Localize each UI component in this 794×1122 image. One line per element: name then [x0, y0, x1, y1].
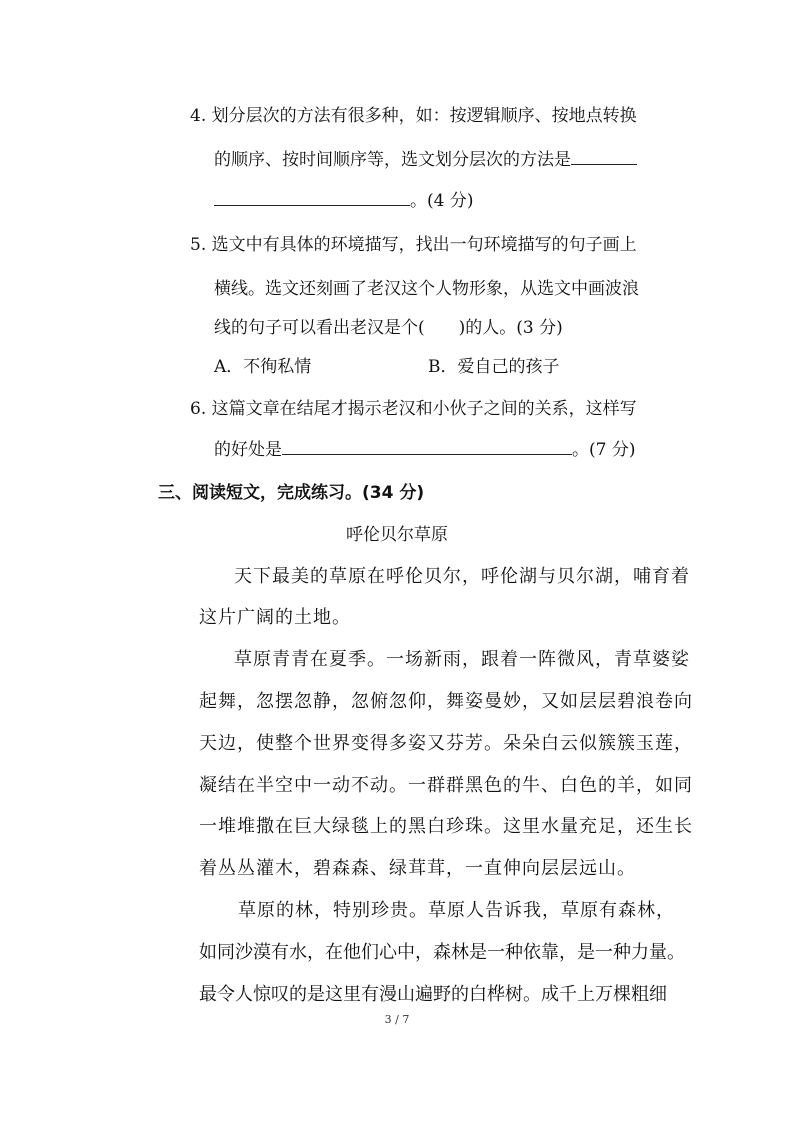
question-6-score: 。(7 分): [572, 440, 636, 460]
passage-line: 天边，使整个世界变得多姿又芬芳。朵朵白云似簇簇玉莲，: [199, 733, 693, 754]
question-4-line-1: 4. 划分层次的方法有很多种，如：按逻辑顺序、按地点转换: [190, 106, 637, 126]
question-4-line-2-text: 的顺序、按时间顺序等，选文划分层次的方法是: [214, 150, 571, 170]
passage-line: 草原的林，特别珍贵。草原人告诉我，草原有森林，: [238, 900, 675, 921]
passage-line: 如同沙漠有水，在他们心中，森林是一种依靠，是一种力量。: [199, 942, 685, 963]
answer-blank[interactable]: [571, 150, 637, 165]
option-b[interactable]: B．爱自己的孩子: [428, 357, 560, 377]
question-5-line-1: 5. 选文中有具体的环境描写，找出一句环境描写的句子画上: [190, 235, 637, 255]
passage-line: 天下最美的草原在呼伦贝尔，呼伦湖与贝尔湖，哺育着: [234, 566, 690, 587]
question-6-line-2: [214, 438, 635, 462]
passage-line: 一堆堆撒在巨大绿毯上的黑白珍珠。这里水量充足，还生长: [199, 816, 693, 837]
passage-line: 这片广阔的土地。: [199, 607, 351, 628]
passage-line: 着丛丛灌木，碧森森、绿茸茸，一直伸向层层远山。: [199, 858, 636, 879]
question-4-line-2: [214, 148, 637, 172]
question-5-line-2: 横线。选文还刻画了老汉这个人物形象，从选文中画波浪: [214, 279, 639, 299]
question-5-line-3: 线的句子可以看出老汉是个( )的人。(3 分): [214, 318, 563, 338]
passage-line: 起舞，忽摆忽静，忽俯忽仰，舞姿曼妙，又如层层碧浪卷向: [199, 691, 693, 712]
answer-blank[interactable]: [214, 191, 410, 206]
passage-title: 呼伦贝尔草原: [346, 525, 448, 545]
page-number: 3 / 7: [384, 1013, 410, 1026]
passage-line: 凝结在半空中一动不动。一群群黑色的牛、白色的羊，如同: [199, 775, 693, 796]
passage-line: 草原青青在夏季。一场新雨，跟着一阵微风，青草婆娑: [234, 649, 690, 670]
section-heading: 三、阅读短文，完成练习。(34 分): [158, 483, 425, 503]
question-6-line-2-head: 的好处是: [214, 440, 282, 460]
question-4-score: 。(4 分): [410, 191, 474, 211]
answer-blank[interactable]: [282, 440, 572, 455]
option-a[interactable]: A．不徇私情: [214, 357, 312, 377]
passage-line: 最令人惊叹的是这里有漫山遍野的白桦树。成千上万棵粗细: [199, 984, 667, 1005]
question-4-line-3: [214, 189, 473, 213]
question-6-line-1: 6. 这篇文章在结尾才揭示老汉和小伙子之间的关系，这样写: [190, 399, 637, 419]
